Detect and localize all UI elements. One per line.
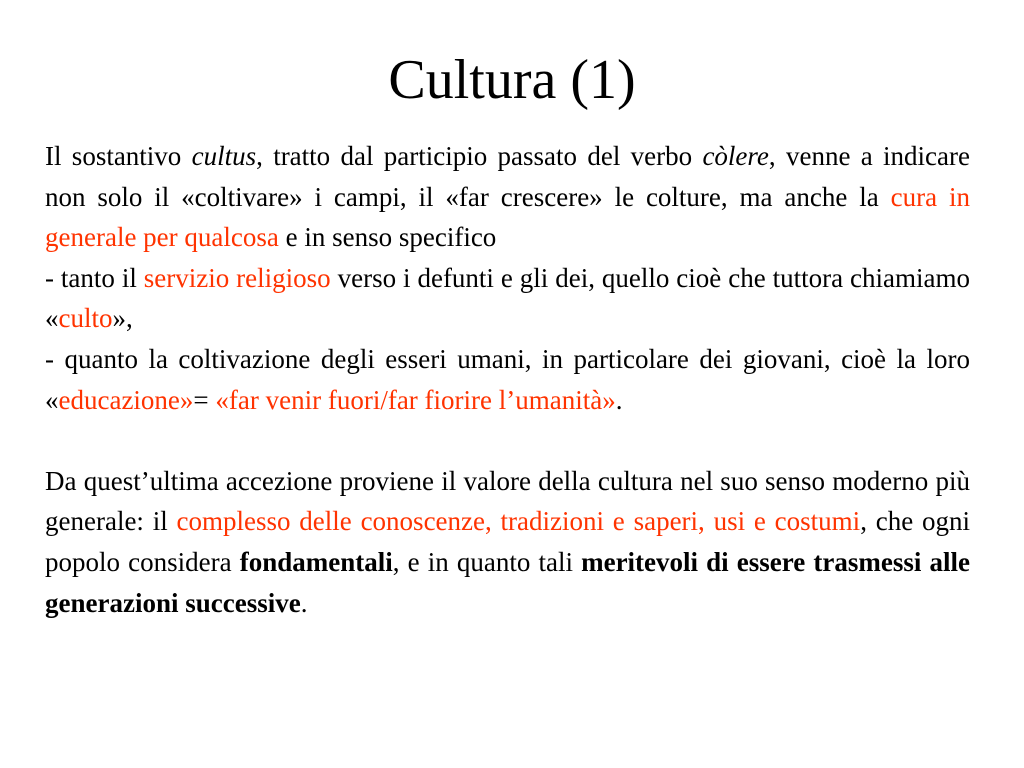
slide-body bbox=[45, 136, 970, 623]
text-run: , venne a indicare non solo il «coltivare» i campi, il «far crescere» le colture, ma anche la bbox=[45, 141, 970, 212]
text-run: - quanto la coltivazione degli esseri umani, in particolare dei giovani, cioè la loro « bbox=[45, 343, 970, 415]
paragraph-senso-moderno bbox=[45, 461, 970, 623]
paragraph-servizio-religioso bbox=[45, 258, 970, 339]
highlight-complesso-conoscenze: complesso delle conoscenze, tradizioni e saperi, usi e costumi bbox=[176, 506, 861, 537]
highlight-far-fiorire: «far venir fuori/far fiorire l’umanità» bbox=[215, 384, 616, 415]
paragraph-cultus-definition bbox=[45, 136, 970, 258]
text-run: Il sostantivo bbox=[45, 141, 192, 171]
text-run: , e in quanto tali bbox=[392, 546, 582, 577]
text-run: », bbox=[112, 303, 133, 334]
paragraph-educazione bbox=[45, 339, 970, 420]
text-run: . bbox=[615, 384, 623, 415]
text-run: Da quest’ultima accezione proviene il valore della cultura nel suo senso moderno più generale: il bbox=[45, 465, 970, 537]
paragraph-spacer bbox=[45, 420, 970, 461]
text-run: verso i defunti e gli dei, quello cioè che tuttora chiamiamo « bbox=[45, 262, 970, 334]
text-run: = bbox=[193, 384, 216, 415]
text-run: , che ogni popolo considera bbox=[45, 506, 970, 577]
text-run: - tanto il bbox=[45, 262, 144, 293]
text-run: e in senso specifico bbox=[278, 222, 497, 253]
bold-fondamentali: fondamentali bbox=[239, 546, 393, 577]
term-cultus: cultus bbox=[191, 141, 257, 171]
text-run: . bbox=[300, 587, 308, 618]
highlight-servizio-religioso: servizio religioso bbox=[143, 262, 331, 293]
bold-meritevoli: meritevoli di essere trasmessi alle generazioni successive bbox=[45, 546, 970, 618]
highlight-educazione: educazione» bbox=[58, 384, 194, 415]
text-run: , tratto dal participio passato del verbo bbox=[256, 141, 703, 171]
term-colere: còlere bbox=[702, 141, 769, 171]
highlight-culto: culto bbox=[58, 303, 113, 334]
slide-title: Cultura (1) bbox=[388, 49, 636, 111]
highlight-cura: cura in generale per qualcosa bbox=[45, 181, 970, 253]
